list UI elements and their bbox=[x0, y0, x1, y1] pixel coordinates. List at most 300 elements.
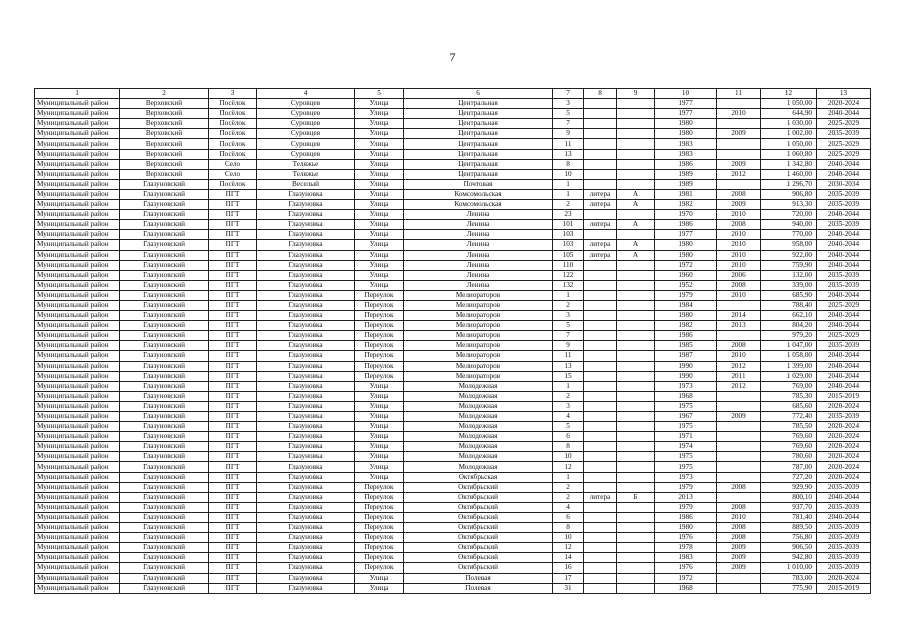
house-number-cell: 11 bbox=[553, 139, 584, 149]
period-cell: 2040-2044 bbox=[817, 240, 871, 250]
period-cell: 2020-2024 bbox=[817, 432, 871, 442]
period-cell: 2035-2039 bbox=[817, 129, 871, 139]
district-cell: Верховский bbox=[120, 149, 209, 159]
district-cell: Глазуновский bbox=[120, 260, 209, 270]
letter-label-cell bbox=[584, 391, 617, 401]
house-number-cell: 12 bbox=[553, 462, 584, 472]
letter-cell bbox=[617, 401, 655, 411]
table-row bbox=[35, 512, 871, 522]
period-cell: 2025-2029 bbox=[817, 331, 871, 341]
letter-label-cell bbox=[584, 149, 617, 159]
letter-cell bbox=[617, 311, 655, 321]
table-row bbox=[35, 523, 871, 533]
letter-label-cell: литера bbox=[584, 200, 617, 210]
letter-cell bbox=[617, 442, 655, 452]
house-number-cell: 5 bbox=[553, 109, 584, 119]
repair-year-cell bbox=[717, 442, 761, 452]
build-year-cell: 1983 bbox=[655, 139, 717, 149]
period-cell: 2035-2039 bbox=[817, 200, 871, 210]
letter-label-cell bbox=[584, 573, 617, 583]
table-row bbox=[35, 563, 871, 573]
street-type-cell: Улица bbox=[355, 210, 404, 220]
street-cell: Октябрьский bbox=[404, 563, 553, 573]
municipality-cell: Муниципальный район bbox=[35, 250, 120, 260]
table-row bbox=[35, 280, 871, 290]
street-type-cell: Улица bbox=[355, 220, 404, 230]
settlement-type-cell: ПГТ bbox=[209, 492, 257, 502]
street-type-cell: Улица bbox=[355, 422, 404, 432]
settlement-cell: Глазуновка bbox=[257, 502, 355, 512]
settlement-cell: Глазуновка bbox=[257, 472, 355, 482]
area-cell: 772,40 bbox=[761, 412, 817, 422]
area-cell: 1 050,00 bbox=[761, 99, 817, 109]
repair-year-cell: 2008 bbox=[717, 502, 761, 512]
municipality-cell: Муниципальный район bbox=[35, 482, 120, 492]
district-cell: Глазуновский bbox=[120, 230, 209, 240]
table-body bbox=[35, 99, 871, 594]
build-year-cell: 1983 bbox=[655, 553, 717, 563]
street-cell: Мелиораторов bbox=[404, 341, 553, 351]
settlement-type-cell: Посёлок bbox=[209, 109, 257, 119]
district-cell: Глазуновский bbox=[120, 200, 209, 210]
settlement-cell: Глазуновка bbox=[257, 583, 355, 593]
letter-label-cell bbox=[584, 159, 617, 169]
letter-cell bbox=[617, 109, 655, 119]
settlement-cell: Суровцев bbox=[257, 129, 355, 139]
settlement-cell: Глазуновка bbox=[257, 280, 355, 290]
table-row bbox=[35, 220, 871, 230]
street-type-cell: Улица bbox=[355, 280, 404, 290]
settlement-cell: Глазуновка bbox=[257, 230, 355, 240]
municipality-cell: Муниципальный район bbox=[35, 492, 120, 502]
build-year-cell: 1977 bbox=[655, 230, 717, 240]
period-cell: 2035-2039 bbox=[817, 280, 871, 290]
municipality-cell: Муниципальный район bbox=[35, 523, 120, 533]
area-cell: 1 342,80 bbox=[761, 159, 817, 169]
house-number-cell: 1 bbox=[553, 179, 584, 189]
street-type-cell: Переулок bbox=[355, 482, 404, 492]
street-cell: Молодежная bbox=[404, 422, 553, 432]
settlement-cell: Глазуновка bbox=[257, 371, 355, 381]
repair-year-cell bbox=[717, 179, 761, 189]
area-cell: 769,00 bbox=[761, 381, 817, 391]
letter-label-cell bbox=[584, 139, 617, 149]
house-number-cell: 10 bbox=[553, 169, 584, 179]
house-number-cell: 6 bbox=[553, 432, 584, 442]
letter-cell bbox=[617, 280, 655, 290]
period-cell: 2035-2039 bbox=[817, 270, 871, 280]
period-cell: 2040-2044 bbox=[817, 361, 871, 371]
repair-year-cell: 2012 bbox=[717, 169, 761, 179]
build-year-cell: 1973 bbox=[655, 472, 717, 482]
settlement-type-cell: ПГТ bbox=[209, 300, 257, 310]
period-cell: 2035-2039 bbox=[817, 189, 871, 199]
settlement-cell: Глазуновка bbox=[257, 210, 355, 220]
build-year-cell: 1978 bbox=[655, 543, 717, 553]
page-number: 7 bbox=[449, 50, 456, 64]
area-cell: 913,30 bbox=[761, 200, 817, 210]
repair-year-cell bbox=[717, 573, 761, 583]
area-cell: 785,30 bbox=[761, 391, 817, 401]
area-cell: 1 399,00 bbox=[761, 361, 817, 371]
area-cell: 922,00 bbox=[761, 250, 817, 260]
settlement-cell: Глазуновка bbox=[257, 553, 355, 563]
area-cell: 780,60 bbox=[761, 452, 817, 462]
house-number-cell: 2 bbox=[553, 492, 584, 502]
settlement-type-cell: ПГТ bbox=[209, 189, 257, 199]
letter-cell bbox=[617, 371, 655, 381]
settlement-type-cell: Посёлок bbox=[209, 99, 257, 109]
letter-cell bbox=[617, 523, 655, 533]
build-year-cell: 1989 bbox=[655, 169, 717, 179]
settlement-type-cell: ПГТ bbox=[209, 240, 257, 250]
area-cell: 769,60 bbox=[761, 442, 817, 452]
municipality-cell: Муниципальный район bbox=[35, 442, 120, 452]
letter-label-cell bbox=[584, 583, 617, 593]
build-year-cell: 1975 bbox=[655, 452, 717, 462]
settlement-type-cell: ПГТ bbox=[209, 321, 257, 331]
letter-cell bbox=[617, 260, 655, 270]
district-cell: Глазуновский bbox=[120, 563, 209, 573]
table-row bbox=[35, 300, 871, 310]
letter-cell bbox=[617, 512, 655, 522]
repair-year-cell bbox=[717, 492, 761, 502]
district-cell: Глазуновский bbox=[120, 179, 209, 189]
letter-label-cell: литера bbox=[584, 240, 617, 250]
col-header: 12 bbox=[761, 89, 817, 99]
street-cell: Ленина bbox=[404, 260, 553, 270]
municipality-cell: Муниципальный район bbox=[35, 109, 120, 119]
build-year-cell: 1986 bbox=[655, 159, 717, 169]
district-cell: Глазуновский bbox=[120, 391, 209, 401]
area-cell: 937,70 bbox=[761, 502, 817, 512]
repair-year-cell: 2010 bbox=[717, 210, 761, 220]
street-type-cell: Улица bbox=[355, 462, 404, 472]
municipality-cell: Муниципальный район bbox=[35, 452, 120, 462]
municipality-cell: Муниципальный район bbox=[35, 129, 120, 139]
letter-label-cell bbox=[584, 300, 617, 310]
letter-cell bbox=[617, 422, 655, 432]
table-row bbox=[35, 321, 871, 331]
district-cell: Глазуновский bbox=[120, 452, 209, 462]
build-year-cell: 1980 bbox=[655, 119, 717, 129]
letter-label-cell bbox=[584, 442, 617, 452]
area-cell: 785,50 bbox=[761, 422, 817, 432]
letter-cell bbox=[617, 290, 655, 300]
house-number-cell: 7 bbox=[553, 331, 584, 341]
settlement-cell: Глазуновка bbox=[257, 200, 355, 210]
street-type-cell: Улица bbox=[355, 391, 404, 401]
build-year-cell: 1973 bbox=[655, 381, 717, 391]
letter-label-cell bbox=[584, 381, 617, 391]
municipality-cell: Муниципальный район bbox=[35, 381, 120, 391]
table-row bbox=[35, 260, 871, 270]
period-cell: 2035-2039 bbox=[817, 412, 871, 422]
area-cell: 942,80 bbox=[761, 553, 817, 563]
municipality-cell: Муниципальный район bbox=[35, 260, 120, 270]
table-row bbox=[35, 189, 871, 199]
municipality-cell: Муниципальный район bbox=[35, 149, 120, 159]
area-cell: 727,20 bbox=[761, 472, 817, 482]
settlement-type-cell: ПГТ bbox=[209, 371, 257, 381]
settlement-type-cell: ПГТ bbox=[209, 523, 257, 533]
street-cell: Центральная bbox=[404, 169, 553, 179]
area-cell: 339,00 bbox=[761, 280, 817, 290]
street-cell: Мелиораторов bbox=[404, 290, 553, 300]
table-row bbox=[35, 341, 871, 351]
repair-year-cell: 2006 bbox=[717, 270, 761, 280]
build-year-cell: 1979 bbox=[655, 290, 717, 300]
district-cell: Верховский bbox=[120, 129, 209, 139]
house-number-cell: 17 bbox=[553, 573, 584, 583]
area-cell: 1 010,00 bbox=[761, 563, 817, 573]
district-cell: Глазуновский bbox=[120, 280, 209, 290]
district-cell: Глазуновский bbox=[120, 442, 209, 452]
letter-cell bbox=[617, 391, 655, 401]
col-header: 9 bbox=[617, 89, 655, 99]
street-cell: Молодежная bbox=[404, 462, 553, 472]
street-type-cell: Улица bbox=[355, 472, 404, 482]
area-cell: 1 460,00 bbox=[761, 169, 817, 179]
street-type-cell: Улица bbox=[355, 240, 404, 250]
period-cell: 2040-2044 bbox=[817, 512, 871, 522]
street-type-cell: Улица bbox=[355, 442, 404, 452]
area-cell: 132,00 bbox=[761, 270, 817, 280]
district-cell: Глазуновский bbox=[120, 341, 209, 351]
period-cell: 2035-2039 bbox=[817, 523, 871, 533]
table-row bbox=[35, 482, 871, 492]
letter-cell bbox=[617, 179, 655, 189]
settlement-type-cell: Посёлок bbox=[209, 119, 257, 129]
settlement-type-cell: ПГТ bbox=[209, 533, 257, 543]
period-cell: 2030-2034 bbox=[817, 179, 871, 189]
settlement-type-cell: ПГТ bbox=[209, 563, 257, 573]
period-cell: 2035-2039 bbox=[817, 533, 871, 543]
period-cell: 2040-2044 bbox=[817, 169, 871, 179]
letter-label-cell bbox=[584, 270, 617, 280]
house-number-cell: 10 bbox=[553, 533, 584, 543]
municipality-cell: Муниципальный район bbox=[35, 139, 120, 149]
build-year-cell: 1986 bbox=[655, 220, 717, 230]
letter-label-cell bbox=[584, 523, 617, 533]
period-cell: 2025-2029 bbox=[817, 149, 871, 159]
letter-label-cell: литера bbox=[584, 250, 617, 260]
letter-label-cell: литера bbox=[584, 220, 617, 230]
settlement-type-cell: ПГТ bbox=[209, 341, 257, 351]
street-type-cell: Улица bbox=[355, 179, 404, 189]
table-row bbox=[35, 432, 871, 442]
district-cell: Глазуновский bbox=[120, 412, 209, 422]
municipality-cell: Муниципальный район bbox=[35, 462, 120, 472]
settlement-type-cell: ПГТ bbox=[209, 381, 257, 391]
street-cell: Мелиораторов bbox=[404, 300, 553, 310]
settlement-cell: Глазуновка bbox=[257, 482, 355, 492]
period-cell: 2020-2024 bbox=[817, 472, 871, 482]
letter-cell bbox=[617, 341, 655, 351]
street-cell: Октябрьский bbox=[404, 492, 553, 502]
street-type-cell: Переулок bbox=[355, 300, 404, 310]
settlement-type-cell: ПГТ bbox=[209, 230, 257, 240]
letter-label-cell bbox=[584, 432, 617, 442]
settlement-type-cell: ПГТ bbox=[209, 270, 257, 280]
letter-cell bbox=[617, 270, 655, 280]
letter-cell: А bbox=[617, 220, 655, 230]
municipality-cell: Муниципальный район bbox=[35, 583, 120, 593]
table-row bbox=[35, 210, 871, 220]
period-cell: 2025-2029 bbox=[817, 119, 871, 129]
repair-year-cell: 2010 bbox=[717, 109, 761, 119]
municipality-cell: Муниципальный район bbox=[35, 179, 120, 189]
municipality-cell: Муниципальный район bbox=[35, 280, 120, 290]
settlement-type-cell: ПГТ bbox=[209, 331, 257, 341]
build-year-cell: 1968 bbox=[655, 391, 717, 401]
build-year-cell: 1982 bbox=[655, 200, 717, 210]
settlement-cell: Веселый bbox=[257, 179, 355, 189]
street-cell: Ленина bbox=[404, 280, 553, 290]
street-type-cell: Переулок bbox=[355, 502, 404, 512]
letter-label-cell bbox=[584, 412, 617, 422]
district-cell: Верховский bbox=[120, 109, 209, 119]
area-cell: 783,00 bbox=[761, 573, 817, 583]
street-cell: Центральная bbox=[404, 139, 553, 149]
street-cell: Молодежная bbox=[404, 381, 553, 391]
house-number-cell: 8 bbox=[553, 159, 584, 169]
letter-cell bbox=[617, 482, 655, 492]
period-cell: 2035-2039 bbox=[817, 502, 871, 512]
table-row bbox=[35, 109, 871, 119]
letter-label-cell bbox=[584, 361, 617, 371]
house-number-cell: 31 bbox=[553, 583, 584, 593]
municipality-cell: Муниципальный район bbox=[35, 341, 120, 351]
municipality-cell: Муниципальный район bbox=[35, 220, 120, 230]
area-cell: 1 060,80 bbox=[761, 149, 817, 159]
area-cell: 906,80 bbox=[761, 189, 817, 199]
street-cell: Молодежная bbox=[404, 452, 553, 462]
district-cell: Глазуновский bbox=[120, 321, 209, 331]
period-cell: 2015-2019 bbox=[817, 391, 871, 401]
letter-cell bbox=[617, 300, 655, 310]
period-cell: 2035-2039 bbox=[817, 543, 871, 553]
street-type-cell: Улица bbox=[355, 139, 404, 149]
build-year-cell: 1976 bbox=[655, 533, 717, 543]
settlement-type-cell: ПГТ bbox=[209, 290, 257, 300]
letter-label-cell bbox=[584, 422, 617, 432]
district-cell: Глазуновский bbox=[120, 189, 209, 199]
street-cell: Мелиораторов bbox=[404, 331, 553, 341]
build-year-cell: 1972 bbox=[655, 260, 717, 270]
col-header: 13 bbox=[817, 89, 871, 99]
table-row bbox=[35, 371, 871, 381]
period-cell: 2040-2044 bbox=[817, 159, 871, 169]
table-row bbox=[35, 290, 871, 300]
area-cell: 958,00 bbox=[761, 240, 817, 250]
area-cell: 979,20 bbox=[761, 331, 817, 341]
district-cell: Глазуновский bbox=[120, 482, 209, 492]
municipality-cell: Муниципальный район bbox=[35, 391, 120, 401]
settlement-cell: Глазуновка bbox=[257, 260, 355, 270]
municipality-cell: Муниципальный район bbox=[35, 543, 120, 553]
municipality-cell: Муниципальный район bbox=[35, 472, 120, 482]
area-cell: 770,00 bbox=[761, 230, 817, 240]
street-cell: Полевая bbox=[404, 583, 553, 593]
municipality-cell: Муниципальный район bbox=[35, 401, 120, 411]
house-number-cell: 3 bbox=[553, 311, 584, 321]
municipality-cell: Муниципальный район bbox=[35, 563, 120, 573]
street-cell: Центральная bbox=[404, 129, 553, 139]
settlement-cell: Теляжье bbox=[257, 169, 355, 179]
municipality-cell: Муниципальный район bbox=[35, 432, 120, 442]
repair-year-cell: 2008 bbox=[717, 341, 761, 351]
district-cell: Верховский bbox=[120, 99, 209, 109]
table-row bbox=[35, 543, 871, 553]
letter-cell bbox=[617, 351, 655, 361]
area-cell: 756,80 bbox=[761, 533, 817, 543]
district-cell: Глазуновский bbox=[120, 371, 209, 381]
settlement-cell: Глазуновка bbox=[257, 512, 355, 522]
build-year-cell: 1980 bbox=[655, 250, 717, 260]
area-cell: 644,90 bbox=[761, 109, 817, 119]
street-type-cell: Улица bbox=[355, 270, 404, 280]
settlement-type-cell: ПГТ bbox=[209, 260, 257, 270]
municipality-cell: Муниципальный район bbox=[35, 200, 120, 210]
letter-label-cell bbox=[584, 462, 617, 472]
street-cell: Молодежная bbox=[404, 432, 553, 442]
settlement-type-cell: Село bbox=[209, 169, 257, 179]
table-row bbox=[35, 179, 871, 189]
municipality-cell: Муниципальный район bbox=[35, 270, 120, 280]
letter-cell bbox=[617, 412, 655, 422]
build-year-cell: 1986 bbox=[655, 512, 717, 522]
street-type-cell: Улица bbox=[355, 250, 404, 260]
street-type-cell: Переулок bbox=[355, 563, 404, 573]
build-year-cell: 1968 bbox=[655, 583, 717, 593]
repair-year-cell: 2008 bbox=[717, 533, 761, 543]
letter-cell: А bbox=[617, 240, 655, 250]
area-cell: 775,90 bbox=[761, 583, 817, 593]
district-cell: Глазуновский bbox=[120, 290, 209, 300]
settlement-type-cell: ПГТ bbox=[209, 452, 257, 462]
table-row bbox=[35, 240, 871, 250]
letter-cell bbox=[617, 129, 655, 139]
municipality-cell: Муниципальный район bbox=[35, 189, 120, 199]
settlement-cell: Глазуновка bbox=[257, 422, 355, 432]
build-year-cell: 1974 bbox=[655, 442, 717, 452]
house-number-cell: 5 bbox=[553, 321, 584, 331]
street-cell: Октябрьский bbox=[404, 502, 553, 512]
house-number-cell: 122 bbox=[553, 270, 584, 280]
municipality-cell: Муниципальный район bbox=[35, 512, 120, 522]
house-number-cell: 11 bbox=[553, 351, 584, 361]
table-row bbox=[35, 331, 871, 341]
street-type-cell: Улица bbox=[355, 149, 404, 159]
settlement-cell: Глазуновка bbox=[257, 220, 355, 230]
letter-cell bbox=[617, 563, 655, 573]
repair-year-cell: 2008 bbox=[717, 189, 761, 199]
letter-cell bbox=[617, 573, 655, 583]
house-number-cell: 3 bbox=[553, 99, 584, 109]
repair-year-cell bbox=[717, 432, 761, 442]
municipality-cell: Муниципальный район bbox=[35, 573, 120, 583]
house-number-cell: 10 bbox=[553, 452, 584, 462]
house-number-cell: 101 bbox=[553, 220, 584, 230]
house-number-cell: 16 bbox=[553, 563, 584, 573]
house-number-cell: 8 bbox=[553, 442, 584, 452]
repair-year-cell: 2009 bbox=[717, 563, 761, 573]
settlement-cell: Глазуновка bbox=[257, 492, 355, 502]
settlement-type-cell: ПГТ bbox=[209, 442, 257, 452]
col-header: 7 bbox=[553, 89, 584, 99]
house-number-cell: 103 bbox=[553, 230, 584, 240]
